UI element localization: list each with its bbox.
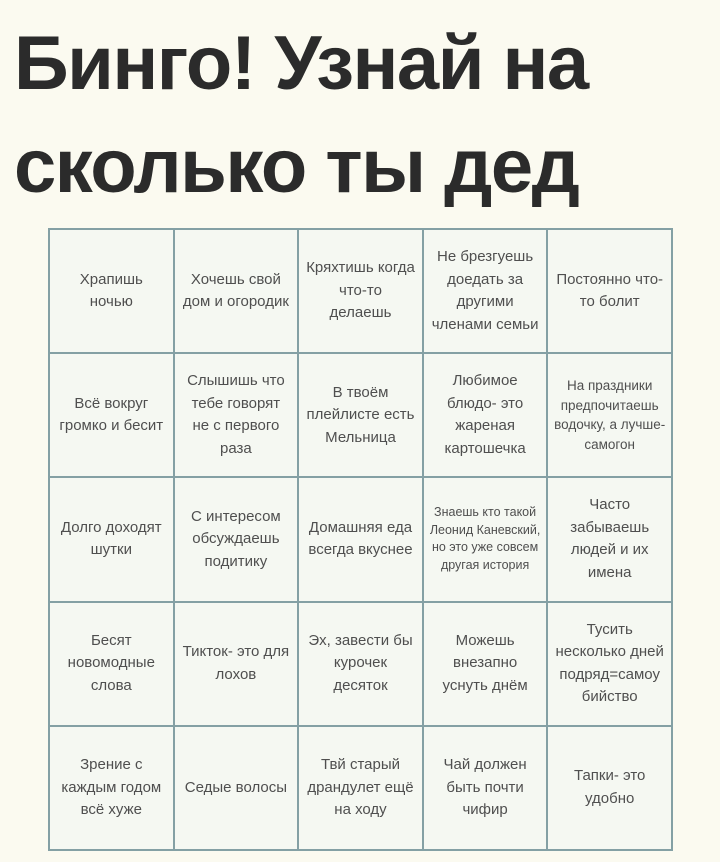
bingo-cell: Седые волосы: [175, 727, 300, 851]
bingo-cell: Тусить несколько дней подряд=самоубийство: [548, 603, 673, 727]
page-title: [0, 0, 720, 219]
page-title-line-1: Бинго! Узнай на: [14, 21, 588, 106]
bingo-cell: Не брезгуешь доедать за другими членами семьи: [424, 230, 549, 354]
bingo-cell: Всё вокруг громко и бесит: [50, 354, 175, 478]
bingo-cell: Часто забываешь людей и их имена: [548, 478, 673, 602]
bingo-cell: Чай должен быть почти чифир: [424, 727, 549, 851]
bingo-cell: На праздники предпочитаешь водочку, а лучше-самогон: [548, 354, 673, 478]
bingo-cell: Зрение с каждым годом всё хуже: [50, 727, 175, 851]
bingo-cell: Эх, завести бы курочек десяток: [299, 603, 424, 727]
bingo-cell: Хочешь свой дом и огородик: [175, 230, 300, 354]
bingo-cell: В твоём плейлисте есть Мельница: [299, 354, 424, 478]
bingo-cell: Долго доходят шутки: [50, 478, 175, 602]
bingo-cell: Тикток- это для лохов: [175, 603, 300, 727]
bingo-grid: [48, 228, 673, 851]
bingo-cell: Кряхтишь когда что-то делаешь: [299, 230, 424, 354]
bingo-cell: Постоянно что-то болит: [548, 230, 673, 354]
bingo-cell: Можешь внезапно уснуть днём: [424, 603, 549, 727]
bingo-cell: Бесят новомодные слова: [50, 603, 175, 727]
page-title-line-2: сколько ты дед: [14, 124, 579, 210]
bingo-cell: С интересом обсуждаешь подитику: [175, 478, 300, 602]
bingo-cell: Любимое блюдо- это жареная картошечка: [424, 354, 549, 478]
bingo-cell: Домашняя еда всегда вкуснее: [299, 478, 424, 602]
bingo-cell: Храпишь ночью: [50, 230, 175, 354]
bingo-cell: Знаешь кто такой Леонид Каневский, но это уже совсем другая история: [424, 478, 549, 602]
bingo-cell: Слышишь что тебе говорят не с первого раза: [175, 354, 300, 478]
bingo-cell: Тапки- это удобно: [548, 727, 673, 851]
bingo-cell: Твй старый драндулет ещё на ходу: [299, 727, 424, 851]
